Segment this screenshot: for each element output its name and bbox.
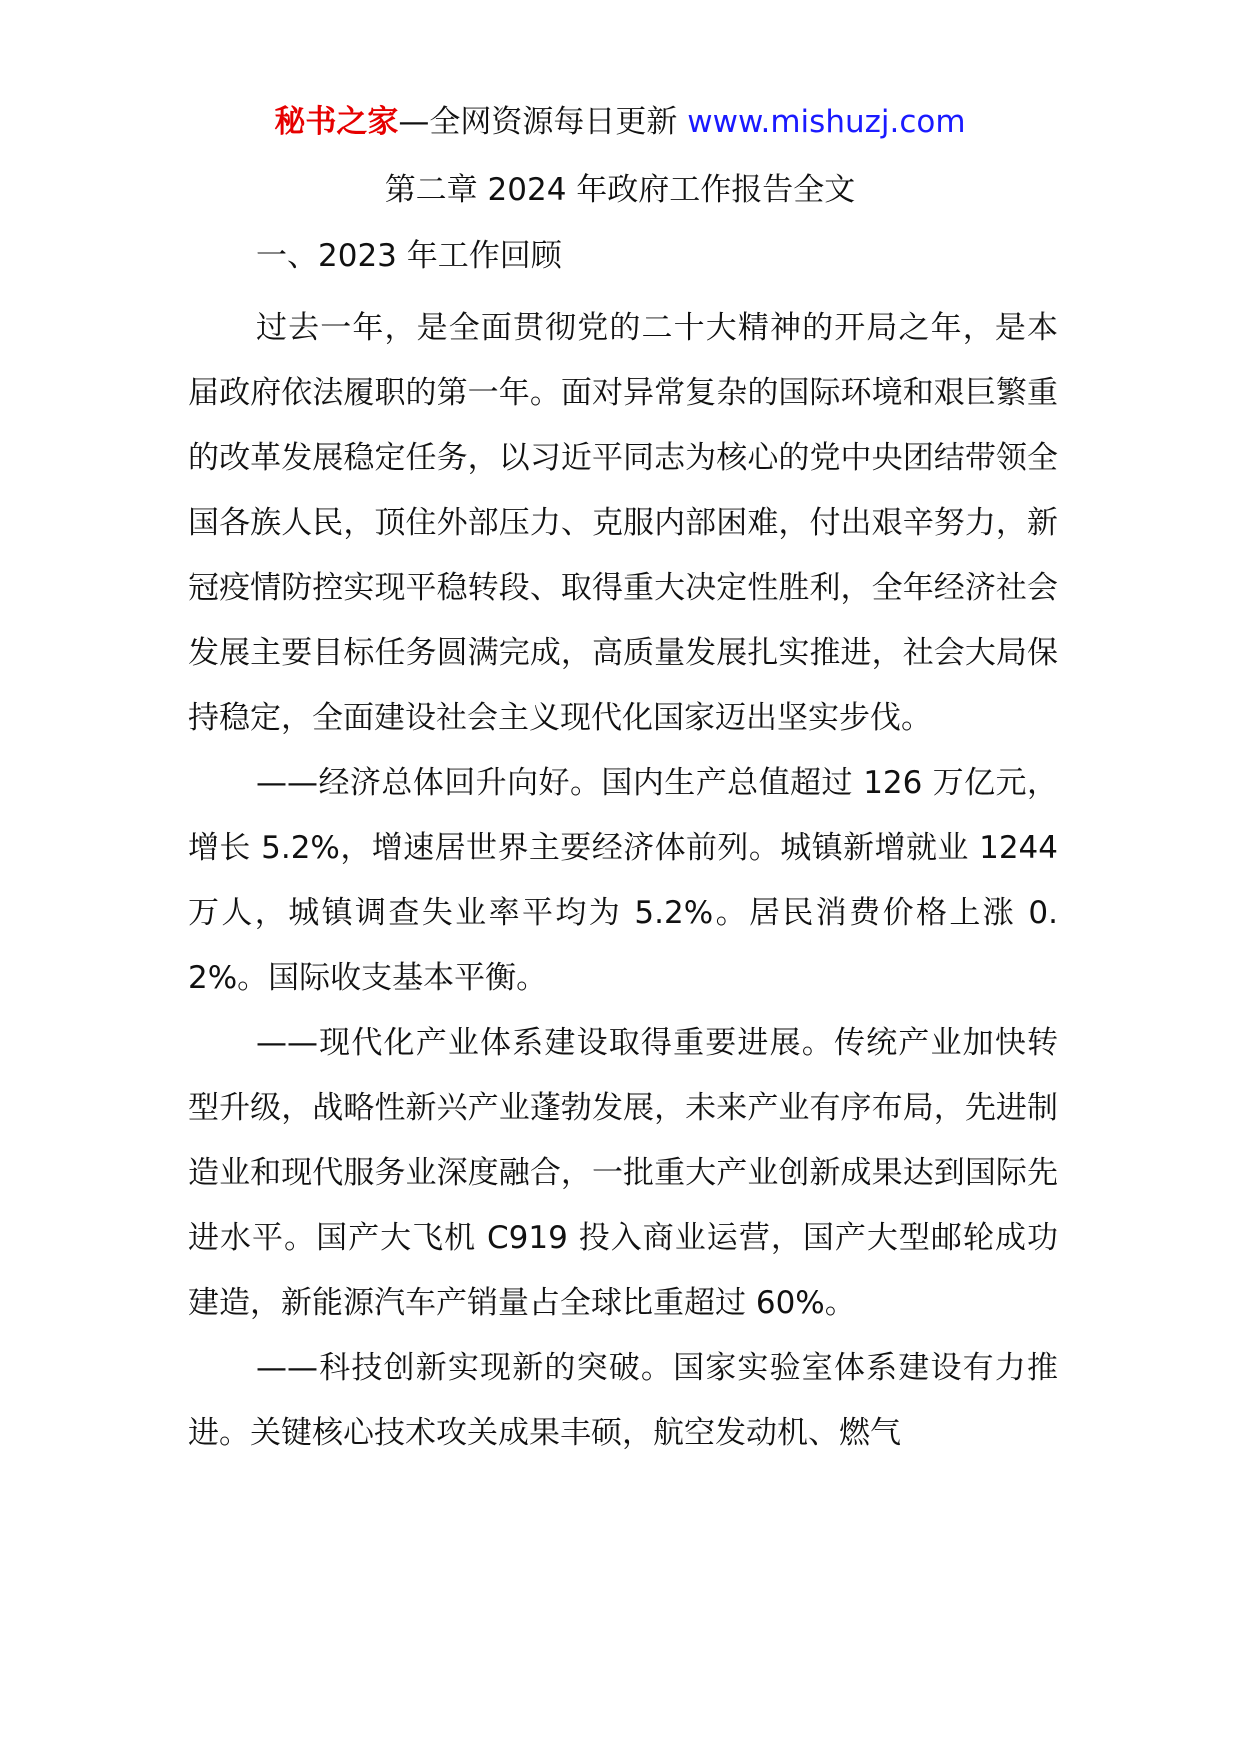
paragraph-technology: ——科技创新实现新的突破。国家实验室体系建设有力推进。关键核心技术攻关成果丰硕，航空发动机、燃气 <box>188 1350 1058 1451</box>
paragraph-industry: ——现代化产业体系建设取得重要进展。传统产业加快转型升级，战略性新兴产业蓬勃发展，未来产业有序布局，先进制造业和现代服务业深度融合，一批重大产业创新成果达到国际先进水平。国产大飞机 C919 投入商业运营，国产大型邮轮成功建造，新能源汽车产销量占全球比重超过 60%。 <box>188 1025 1058 1321</box>
site-brand: 秘书之家 <box>274 104 399 140</box>
document-body <box>188 296 1058 1466</box>
paragraph-economy: ——经济总体回升向好。国内生产总值超过 126 万亿元，增长 5.2%，增速居世界主要经济体前列。城镇新增就业 1244 万人，城镇调查失业率平均为 5.2%。居民消费价格上涨 0.2%。国际收支基本平衡。 <box>188 765 1058 996</box>
site-tagline: —全网资源每日更新 <box>398 104 688 140</box>
page-title: 第二章 2024 年政府工作报告全文 <box>384 172 856 208</box>
site-header <box>0 98 1240 146</box>
section-heading: 一、2023 年工作回顾 <box>256 238 562 274</box>
site-url-link[interactable]: www.mishuzj.com <box>687 104 966 140</box>
paragraph-intro: 过去一年，是全面贯彻党的二十大精神的开局之年，是本届政府依法履职的第一年。面对异常复杂的国际环境和艰巨繁重的改革发展稳定任务，以习近平同志为核心的党中央团结带领全国各族人民，顶住外部压力、克服内部困难，付出艰辛努力，新冠疫情防控实现平稳转段、取得重大决定性胜利，全年经济社会发展主要目标任务圆满完成，高质量发展扎实推进，社会大局保持稳定，全面建设社会主义现代化国家迈出坚实步伐。 <box>188 310 1058 736</box>
